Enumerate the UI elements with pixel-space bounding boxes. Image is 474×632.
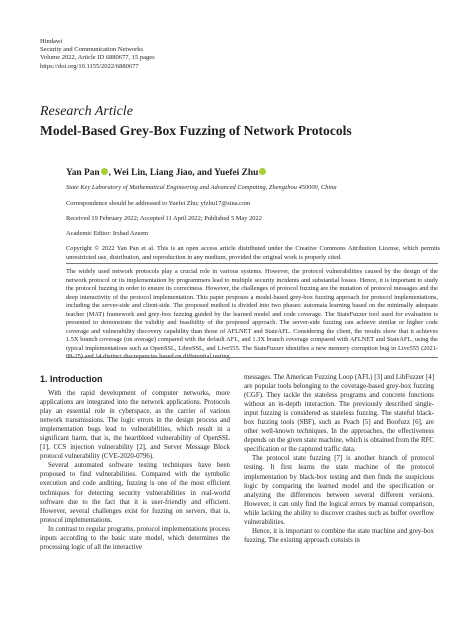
abstract-text: The widely used network protocols play a crucial role in various systems. However, the protocol vulnerabilities caused by the design of the network protocol or its implementation by programmers lead to multiple security incidents and substantial losses. Hence, it is important to study the protocol fuzzing in order to ensure its correctness. However, the challenges of protocol fuzzing are the mutation of protocol messages and the deep interactivity of the protocol implementation. This paper proposes a model-based grey-box fuzzing approach for protocol implementations, including the server-side and client-side. The proposed method is divided into two phases: automata learning based on the minimally adequate teacher (MAT) framework and grey-box fuzzing guided by the learned model and code coverage. The StateFuzzer tool used for evaluation is presented to demonstrate the validity and feasibility of the proposed approach. The server-side fuzzing can achieve similar or higher code coverage and vulnerability discovery capability than those of AFLNET and StateAFL. Considering the client, the results show that it achieves 1.5X branch coverage (on average) compared with the default AFL, and 1.3X branch coverage compared with AFLNET and StateAFL, using the typical implementations such as OpenSSL, LibreSSL, and Live555. The StateFuzzer identifies a new memory corruption bug in Live555 (2021-08-25) and 14 distinct discrepancies based on differential testing. xyxy=(66,268,438,361)
affiliation: State Key Laboratory of Mathematical Engineering and Advanced Computing, Zhengzhou 450000, China xyxy=(66,184,337,191)
correspondence: Correspondence should be addressed to Yuefei Zhu; yfzhu17@sina.com xyxy=(66,200,251,207)
article-title: Model-Based Grey-Box Fuzzing of Network Protocols xyxy=(40,123,352,138)
article-dates: Received 19 February 2022; Accepted 11 April 2022; Published 5 May 2022 xyxy=(66,215,262,222)
paragraph: The protocol state fuzzing [7] is another branch of protocol testing. It first learns the state machine of the protocol implementation by black-box testing and then finds the suspicious logic by comparing the learned model and the specification or analyzing the differences between several different versions. However, it can only find the logical errors by manual comparison, while lacking the ability to discover crashes such as buffer overflow vulnerabilities. xyxy=(244,455,434,526)
body-column-left xyxy=(40,389,230,552)
author-first: Yan Pan xyxy=(66,168,100,178)
paragraph: messages. The American Fuzzing Loop (AFL) [3] and LibFuzzer [4] are popular tools belonging to the coverage-based grey-box fuzzing (CGF). They tackle the stateless programs and concrete functions without an in-depth interaction. The previously described single-input fuzzing is considered as stateless fuzzing. The stateful black-box fuzzing tools (SBF), such as Peach [5] and Boofuzz [6], are other well-known techniques. In the approaches, the effectiveness depends on the given state machine, which is obtained from the RFC specification or the captured traffic data. xyxy=(244,374,434,454)
orcid-icon[interactable] xyxy=(259,168,266,175)
article-type: Research Article xyxy=(40,104,133,119)
paragraph: Several automated software testing techniques have been proposed to find vulnerabilities. Compared with the symbolic execution and code auditing, fuzzing is one of the most efficient techniques for detecting security vulnerabilities in real-world software due to the fact that it is user-friendly and efficient. However, several challenges exist for fuzzing on servers, that is, protocol implementations. xyxy=(40,462,230,524)
volume-info: Volume 2022, Article ID 6880677, 15 pages xyxy=(40,54,155,62)
copyright-notice: Copyright © 2022 Yan Pan et al. This is an open access article distributed under the Creative Commons Attribution License, which permits unrestricted use, distribution, and reproduction in any medium, provided the original work is properly cited. xyxy=(66,245,440,261)
academic-editor: Academic Editor: Irshad Azeem xyxy=(66,230,149,237)
author-rest: , Wei Lin, Liang Jiao, and Yuefei Zhu xyxy=(108,168,259,178)
abstract-bottom-rule xyxy=(66,357,438,358)
paragraph: With the rapid development of computer networks, more applications are integrated into the network applications. Protocols play an essential role in cyberspace, as the carrier of various network transmissions. The logic errors in the design process and implementation bugs lead to vulnerabilities, which result in a significant harm, that is, the heartbleed vulnerability of OpenSSL [1], CCS injection vulnerability [2], and Server Message Block protocol vulnerability (CVE-2020-0796). xyxy=(40,390,230,461)
body-column-right xyxy=(244,373,434,545)
paragraph: Hence, it is important to combine the state machine and grey-box fuzzing. The existing approach consists in xyxy=(244,527,434,544)
author-list xyxy=(66,168,436,178)
orcid-icon[interactable] xyxy=(101,168,108,175)
section-heading-introduction: 1. Introduction xyxy=(40,374,103,384)
paragraph: In contrast to regular programs, protocol implementations process inputs according to the basic state model, which determines the processing logic of all the interactive xyxy=(40,525,230,551)
journal-name: Security and Communication Networks xyxy=(40,46,144,54)
journal-header xyxy=(40,38,155,71)
doi-link[interactable]: https://doi.org/10.1155/2022/6880677 xyxy=(40,62,139,70)
publisher-name: Hindawi xyxy=(40,38,63,45)
abstract-top-rule xyxy=(66,263,438,264)
